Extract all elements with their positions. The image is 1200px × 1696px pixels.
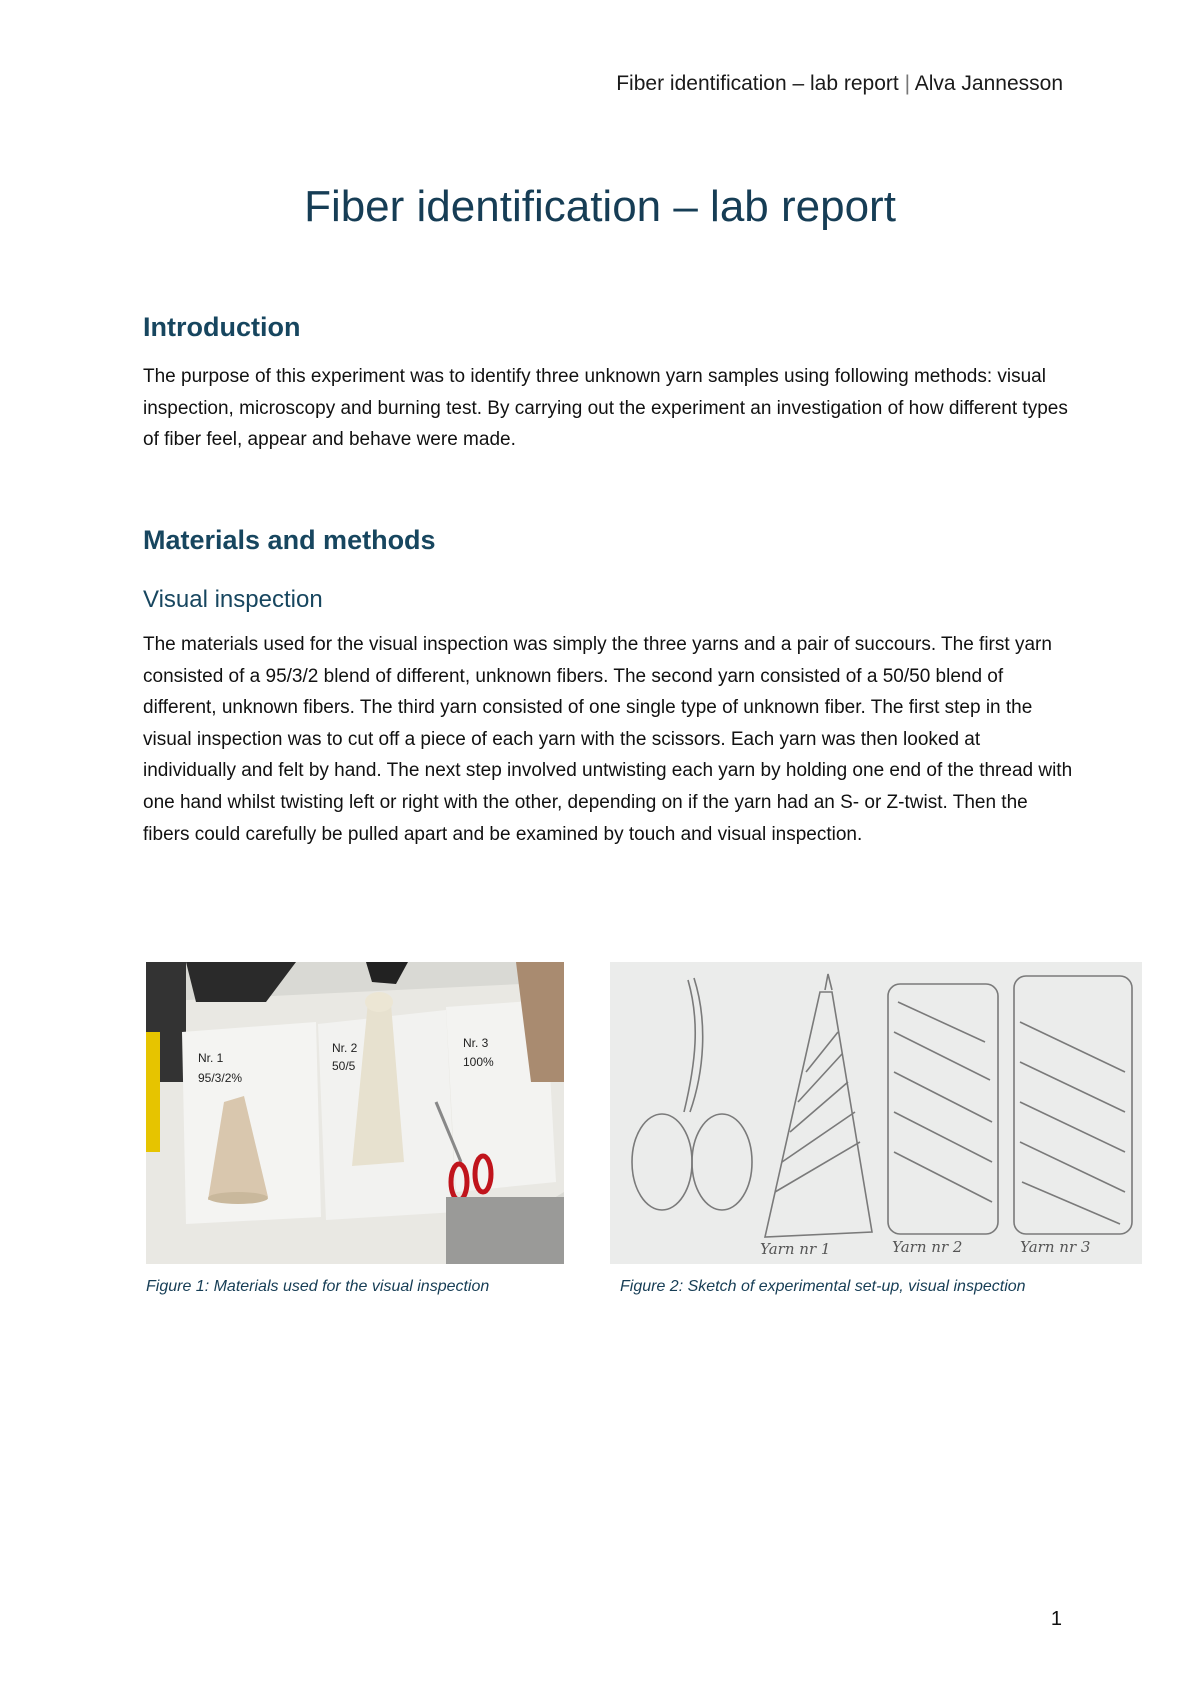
figure-1-label-1-name: Nr. 1 — [198, 1051, 224, 1065]
figure-2-sketch — [610, 962, 1142, 1264]
figure-2-label-3: Yarn nr 3 — [1020, 1238, 1091, 1256]
materials-methods-heading: Materials and methods — [143, 525, 436, 555]
document-title: Fiber identification – lab report — [304, 182, 896, 231]
running-header-title: Fiber identification – lab report — [616, 72, 899, 95]
introduction-heading: Introduction — [143, 312, 301, 342]
visual-inspection-heading: Visual inspection — [143, 586, 323, 613]
figure-1-photo — [146, 962, 564, 1264]
running-header-author: Alva Jannesson — [914, 72, 1063, 95]
page-number: 1 — [1050, 1608, 1062, 1630]
figure-2-caption: Figure 2: Sketch of experimental set-up, visual inspection — [620, 1278, 1026, 1295]
introduction-paragraph: The purpose of this experiment was to identify three unknown yarn samples using following methods: visual inspection, microscopy and burning test. By carrying out the experiment an investigation of how different types of fiber feel, appear and behave were made. — [143, 366, 1068, 451]
figure-1-label-3-name: Nr. 3 — [463, 1036, 489, 1050]
figure-1-label-2-detail: 50/5 — [332, 1059, 356, 1073]
figure-2-illustration — [610, 962, 1142, 1264]
figure-2-label-2: Yarn nr 2 — [892, 1238, 963, 1256]
figure-1-label-3-detail: 100% — [463, 1055, 494, 1069]
figure-1-illustration — [146, 962, 564, 1264]
running-header-separator: | — [904, 72, 911, 95]
figure-2-label-1: Yarn nr 1 — [760, 1240, 831, 1258]
visual-inspection-paragraph: The materials used for the visual inspection was simply the three yarns and a pair of succours. The first yarn consisted of a 95/3/2 blend of different, unknown fibers. The second yarn consisted of a 50/50 blend of different, unknown fibers. The third yarn consisted of one single type of unknown fiber. The first step in the visual inspection was to cut off a piece of each yarn with the scissors. Each yarn was then looked at individually and felt by hand. The next step involved untwisting each yarn by holding one end of the thread with one hand whilst twisting left or right with the other, depending on if the yarn had an S- or Z-twist. Then the fibers could carefully be pulled apart and be examined by touch and visual inspection. — [143, 634, 1073, 845]
running-header — [616, 72, 1063, 96]
figure-1-label-1-detail: 95/3/2% — [198, 1071, 243, 1085]
figure-1-caption: Figure 1: Materials used for the visual inspection — [146, 1278, 490, 1295]
figure-1-label-2-name: Nr. 2 — [332, 1041, 358, 1055]
